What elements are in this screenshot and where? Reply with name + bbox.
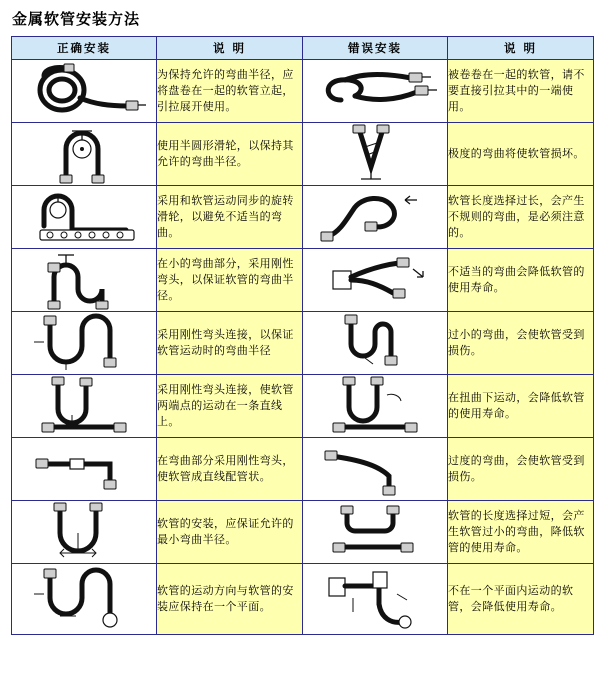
row-wrong-text: 软管长度选择过长，会产生不规则的弯曲，是必须注意的。 [448, 186, 594, 249]
u-hose-min-radius-icon [12, 501, 157, 564]
header-correct-description: 说 明 [157, 37, 303, 60]
row-correct-text: 使用半圆形滑轮，以保持其允许的弯曲半径。 [157, 123, 303, 186]
row-wrong-text: 被卷卷在一起的软管，请不要直接引拉其中的一端使用。 [448, 60, 594, 123]
row-wrong-text: 不适当的弯曲会降低软管的使用寿命。 [448, 249, 594, 312]
table-row [12, 186, 594, 249]
coiled-hose-standing-icon [12, 60, 157, 123]
installation-methods-table [11, 36, 594, 635]
row-wrong-text: 不在一个平面内运动的软管，会降低使用寿命。 [448, 564, 594, 635]
excessive-bend-elbow-icon [303, 438, 448, 501]
hose-on-roller-track-icon [12, 186, 157, 249]
row-wrong-text: 软管的长度选择过短，会产生软管过小的弯曲，降低软管的使用寿命。 [448, 501, 594, 564]
straight-pipe-with-elbow-icon [12, 438, 157, 501]
row-correct-text: 在弯曲部分采用刚性弯头，使软管成直线配管状。 [157, 438, 303, 501]
row-correct-text: 软管的运动方向与软管的安装应保持在一个平面。 [157, 564, 303, 635]
row-correct-text: 采用刚性弯头连接，使软管两端点的运动在一条直线上。 [157, 375, 303, 438]
header-wrong-description: 说 明 [448, 37, 594, 60]
table-row [12, 60, 594, 123]
row-wrong-text: 过小的弯曲，会使软管受到损伤。 [448, 312, 594, 375]
row-wrong-text: 过度的弯曲，会使软管受到损伤。 [448, 438, 594, 501]
hose-motion-out-of-plane-icon [303, 564, 448, 635]
table-row [12, 564, 594, 635]
row-correct-text: 为保持允许的弯曲半径，应将盘卷在一起的软管立起，引拉展开使用。 [157, 60, 303, 123]
improper-tight-bend-icon [303, 249, 448, 312]
u-bend-with-pulley-icon [12, 123, 157, 186]
coiled-hose-pulled-icon [303, 60, 448, 123]
rigid-elbow-small-bend-icon [12, 249, 157, 312]
row-wrong-text: 在扭曲下运动，会降低软管的使用寿命。 [448, 375, 594, 438]
rigid-elbows-both-ends-icon [12, 375, 157, 438]
loose-long-hose-loop-icon [303, 186, 448, 249]
sharp-v-bend-icon [303, 123, 448, 186]
table-row [12, 501, 594, 564]
row-correct-text: 在小的弯曲部分，采用刚性弯头，以保证软管的弯曲半径。 [157, 249, 303, 312]
row-correct-text: 软管的安装，应保证允许的最小弯曲半径。 [157, 501, 303, 564]
table-row [12, 312, 594, 375]
table-header-row [12, 37, 594, 60]
header-correct-install: 正确安装 [12, 37, 157, 60]
twisted-u-bend-icon [303, 375, 448, 438]
row-correct-text: 采用和软管运动同步的旋转滑轮，以避免不适当的弯曲。 [157, 186, 303, 249]
row-correct-text: 采用刚性弯头连接，以保证软管运动时的弯曲半径 [157, 312, 303, 375]
row-wrong-text: 极度的弯曲将使软管损坏。 [448, 123, 594, 186]
hose-motion-same-plane-icon [12, 564, 157, 635]
table-row [12, 123, 594, 186]
table-row [12, 438, 594, 501]
square-hose-bend-icon [303, 501, 448, 564]
table-row [12, 249, 594, 312]
over-tight-u-bend-icon [303, 312, 448, 375]
rigid-elbow-u-loop-icon [12, 312, 157, 375]
table-row [12, 375, 594, 438]
header-wrong-install: 错误安装 [303, 37, 448, 60]
page-title: 金属软管安装方法 [12, 10, 141, 28]
